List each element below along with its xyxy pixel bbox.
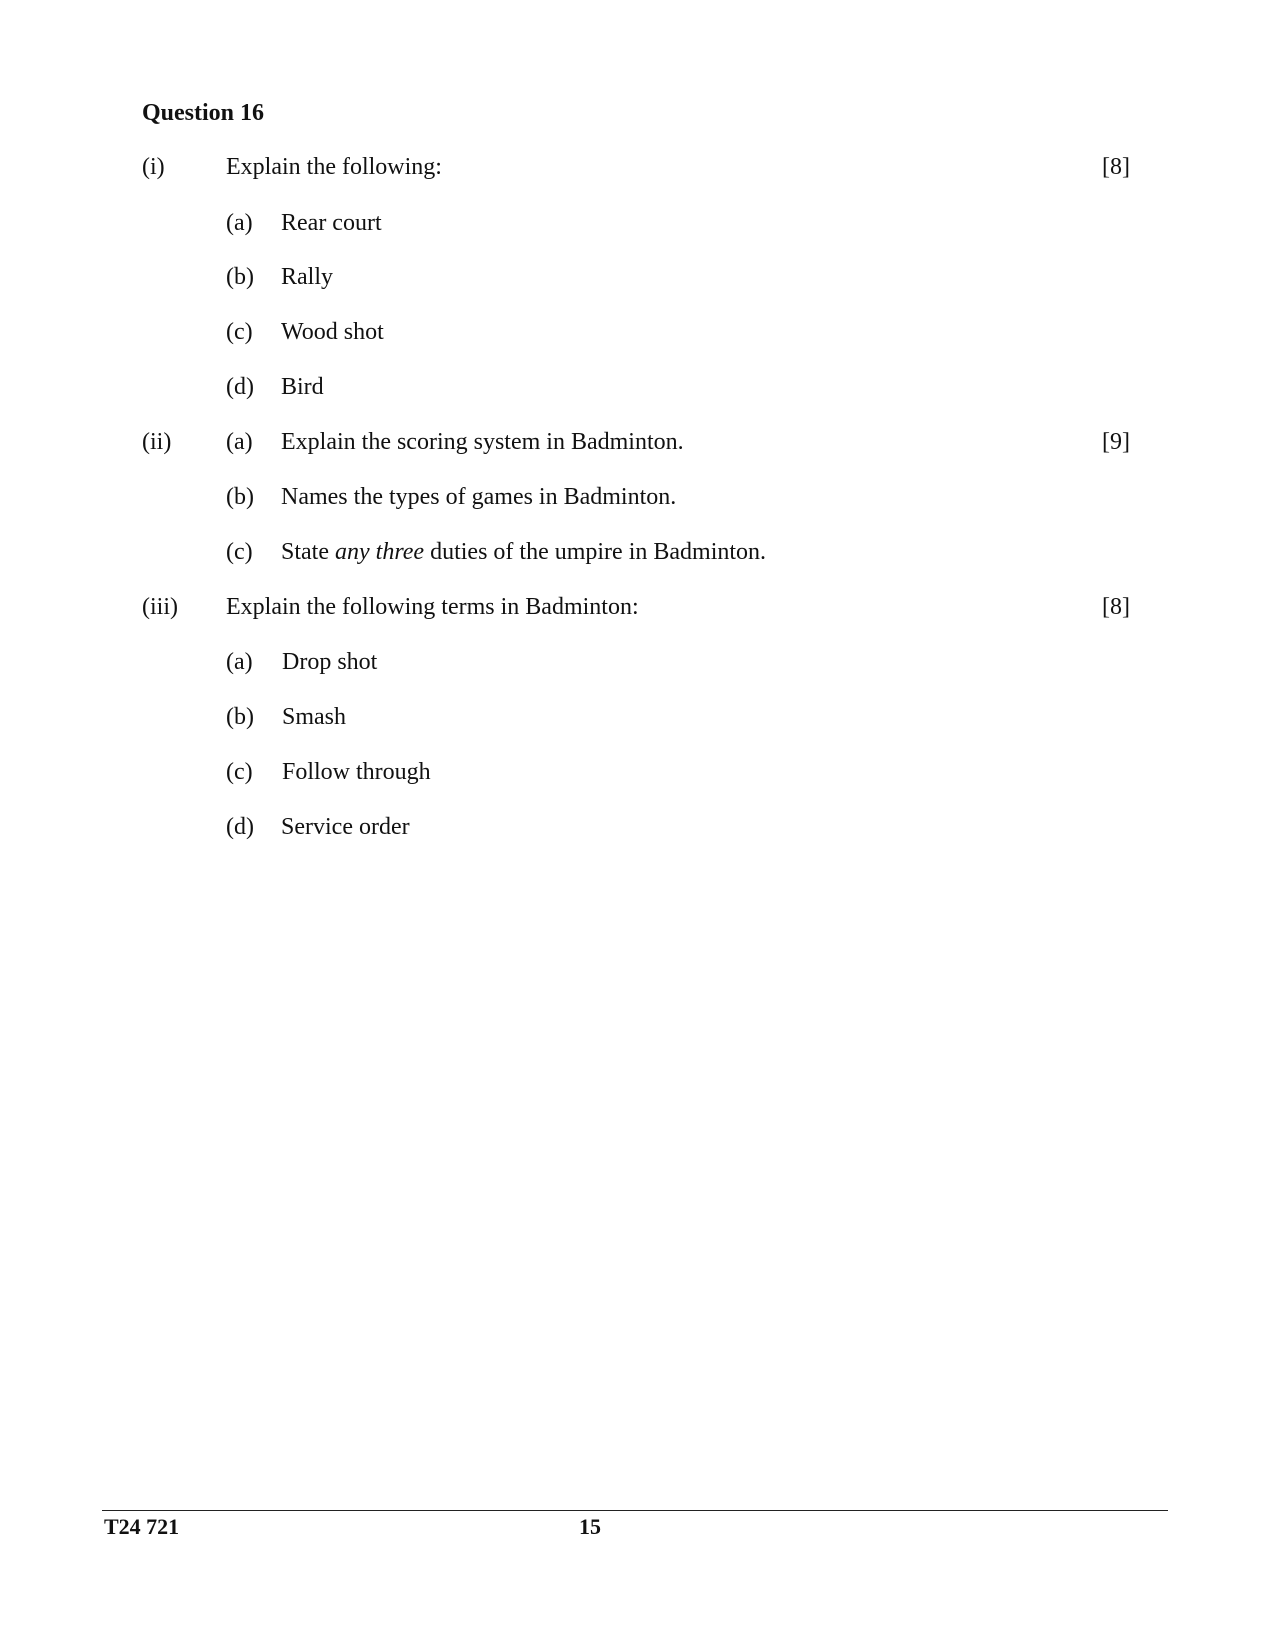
part-iii-item-c-text: Follow through bbox=[282, 759, 431, 785]
footer-page-number: 15 bbox=[579, 1514, 601, 1539]
part-iii-marks: [8] bbox=[1102, 594, 1130, 620]
part-i-item-c-label: (c) bbox=[226, 319, 253, 345]
part-ii-item-a-label: (a) bbox=[226, 429, 253, 455]
part-i-item-a-text: Rear court bbox=[281, 210, 382, 236]
part-i-item-b-label: (b) bbox=[226, 264, 254, 290]
part-ii-item-c-text-italic: any three bbox=[335, 539, 425, 565]
part-ii-item-c-text bbox=[281, 537, 766, 567]
part-iii-item-d-label: (d) bbox=[226, 814, 254, 840]
part-iii-number: (iii) bbox=[142, 594, 178, 620]
part-i-marks: [8] bbox=[1102, 154, 1130, 180]
part-i-item-b-text: Rally bbox=[281, 264, 333, 290]
part-ii-marks: [9] bbox=[1102, 429, 1130, 455]
part-iii-item-c-label: (c) bbox=[226, 759, 253, 785]
part-i-item-d-label: (d) bbox=[226, 374, 254, 400]
footer-divider bbox=[102, 1510, 1168, 1511]
part-ii-item-a-text: Explain the scoring system in Badminton. bbox=[281, 429, 684, 455]
part-i-text: Explain the following: bbox=[226, 154, 442, 180]
part-ii-item-b-text: Names the types of games in Badminton. bbox=[281, 484, 677, 510]
part-i-item-d-text: Bird bbox=[281, 374, 324, 400]
part-i-item-a-label: (a) bbox=[226, 210, 253, 236]
part-iii-text: Explain the following terms in Badminton: bbox=[226, 594, 639, 620]
part-i-number: (i) bbox=[142, 154, 165, 180]
part-ii-item-c-label: (c) bbox=[226, 539, 253, 565]
footer-paper-code: T24 721 bbox=[104, 1514, 180, 1539]
part-iii-item-b-text: Smash bbox=[282, 704, 347, 730]
part-iii-item-d-text: Service order bbox=[281, 814, 410, 840]
part-iii-item-a-label: (a) bbox=[226, 649, 253, 675]
part-i-item-c-text: Wood shot bbox=[281, 319, 384, 345]
part-iii-item-a-text: Drop shot bbox=[282, 649, 378, 675]
part-iii-item-b-label: (b) bbox=[226, 704, 254, 730]
part-ii-item-c-text-before: State bbox=[281, 539, 335, 565]
part-ii-number: (ii) bbox=[142, 429, 172, 455]
part-ii-item-c-text-after: duties of the umpire in Badminton. bbox=[424, 539, 767, 565]
question-title: Question 16 bbox=[142, 100, 265, 126]
part-ii-item-b-label: (b) bbox=[226, 484, 254, 510]
